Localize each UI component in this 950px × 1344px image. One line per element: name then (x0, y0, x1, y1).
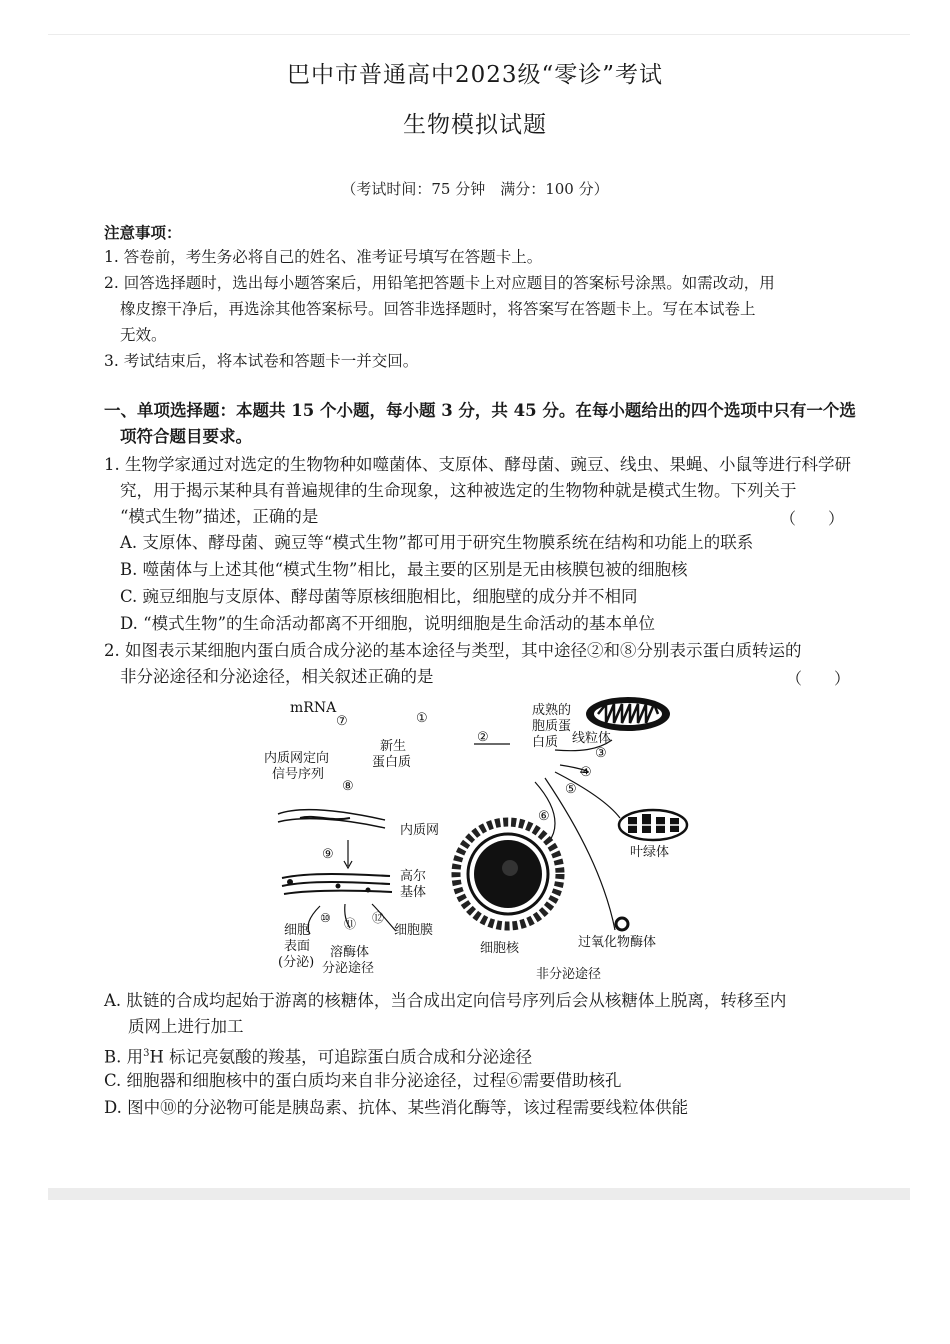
chloroplast-shape (619, 810, 687, 840)
step-11-label: ⑪ (344, 917, 357, 931)
er-shape (278, 810, 385, 828)
q1-option-d: D. “模式生物”的生命活动都离不开细胞，说明细胞是生命活动的基本单位 (120, 614, 656, 633)
q2-stem-2: 非分泌途径和分泌途径，相关叙述正确的是 (120, 667, 434, 686)
q2-option-b-post: H 标记亮氨酸的羧基，可追踪蛋白质合成和分泌途径 (149, 1047, 533, 1067)
step-8-label: ⑧ (342, 779, 354, 794)
non-secretory-label: 非分泌途径 (536, 967, 602, 982)
q2-option-b (104, 1041, 532, 1071)
mature-protein-label-2: 胞质蛋 (532, 719, 572, 734)
golgi-shape (282, 874, 392, 894)
cell-surface-label-2: 表面 (284, 939, 311, 954)
protein-pathway-diagram (260, 690, 720, 985)
q2-option-d: D. 图中⑩的分泌物可能是胰岛素、抗体、某些消化酶等，该过程需要线粒体供能 (104, 1098, 689, 1117)
notice-item-2: 2. 回答选择题时，选出每小题答案后，用铅笔把答题卡上对应题目的答案标号涂黑。如需改动，用 (104, 274, 775, 292)
chloroplast-label: 叶绿体 (630, 845, 670, 860)
step-10-label: ⑩ (320, 911, 331, 925)
golgi-label-1: 高尔 (400, 869, 427, 884)
new-protein-label-2: 蛋白质 (372, 755, 412, 770)
peroxisome-shape (616, 918, 628, 930)
q1-stem-2: 究，用于揭示某种具有普遍规律的生命现象，这种被选定的生物物种就是模式生物。下列关于 (120, 481, 797, 500)
lysosome-label-2: 分泌途径 (322, 961, 375, 976)
exam-subtitle: 生物模拟试题 (403, 112, 547, 138)
signal-sequence-label-2: 信号序列 (272, 767, 325, 782)
mitochondrion-shape (586, 697, 670, 731)
step-9-label: ⑨ (322, 847, 334, 862)
page-bottom-band (48, 1188, 910, 1200)
q2-option-a-cont: 质网上进行加工 (128, 1017, 244, 1036)
notice-item-3: 3. 考试结束后，将本试卷和答题卡一并交回。 (104, 352, 419, 370)
cell-membrane-label: 细胞膜 (394, 923, 434, 938)
step-3-label: ③ (595, 746, 607, 761)
step-1-label: ① (416, 711, 428, 726)
mitochondrion-label: 线粒体 (572, 731, 612, 746)
cell-surface-label-1: 细胞 (284, 923, 311, 938)
step-6-label: ⑥ (538, 809, 550, 824)
exam-title: 巴中市普通高中2023级“零诊”考试 (286, 62, 664, 88)
q2-stem-1: 2. 如图表示某细胞内蛋白质合成分泌的基本途径与类型，其中途径②和⑧分别表示蛋白质转运的 (104, 641, 802, 660)
lysosome-label-1: 溶酶体 (330, 945, 370, 960)
notice-heading: 注意事项： (104, 223, 182, 242)
q1-stem-1: 1. 生物学家通过对选定的生物物种如噬菌体、支原体、酵母菌、豌豆、线虫、果蝇、小鼠等进行科学研 (104, 455, 851, 474)
new-protein-label-1: 新生 (380, 739, 407, 754)
golgi-label-2: 基体 (400, 885, 427, 900)
q2-option-b-pre: B. 用 (104, 1047, 144, 1067)
q2-option-c: C. 细胞器和细胞核中的蛋白质均来自非分泌途径，过程⑥需要借助核孔 (104, 1071, 622, 1090)
section-heading: 一、单项选择题：本题共 15 个小题，每小题 3 分，共 45 分。在每小题给出的四个选项中只有一个选 (104, 401, 856, 420)
nucleus-shape (456, 822, 560, 926)
q1-stem-3: “模式生物”描述，正确的是 (120, 507, 319, 526)
notice-item-1: 1. 答卷前，考生务必将自己的姓名、准考证号填写在答题卡上。 (104, 248, 543, 266)
step-12-label: ⑫ (372, 911, 385, 925)
notice-item-2-cont: 橡皮擦干净后，再选涂其他答案标号。回答非选择题时，将答案写在答题卡上。写在本试卷上 (120, 300, 756, 318)
peroxisome-label: 过氧化物酶体 (578, 935, 657, 950)
mrna-label: mRNA (290, 700, 337, 716)
er-label: 内质网 (400, 823, 440, 838)
step-2-label: ② (477, 730, 489, 745)
q1-option-c: C. 豌豆细胞与支原体、酵母菌等原核细胞相比，细胞壁的成分并不相同 (120, 587, 638, 606)
step-4-label: ④ (580, 765, 592, 780)
mature-protein-label-1: 成熟的 (532, 703, 572, 718)
q2-option-b-sup: 3 (143, 1048, 150, 1059)
step-7-label: ⑦ (336, 714, 348, 729)
q1-option-a: A. 支原体、酵母菌、豌豆等“模式生物”都可用于研究生物膜系统在结构和功能上的联系 (120, 533, 754, 552)
signal-sequence-label-1: 内质网定向 (264, 751, 330, 766)
q1-option-b: B. 噬菌体与上述其他“模式生物”相比，最主要的区别是无由核膜包被的细胞核 (120, 560, 688, 579)
notice-item-2-end: 无效。 (120, 326, 167, 344)
section-heading-cont: 项符合题目要求。 (120, 427, 252, 446)
q1-answer-paren: （ ） (780, 509, 845, 528)
cell-surface-label-3: (分泌) (278, 955, 315, 970)
exam-meta: （考试时间：75 分钟 满分：100 分） (341, 180, 609, 198)
q2-answer-paren: （ ） (786, 669, 851, 688)
mature-protein-label-3: 白质 (532, 735, 559, 750)
step-5-label: ⑤ (565, 782, 577, 797)
q2-option-a: A. 肽链的合成均起始于游离的核糖体，当合成出定向信号序列后会从核糖体上脱离，转移至内 (104, 991, 787, 1010)
nucleus-label: 细胞核 (480, 941, 520, 956)
